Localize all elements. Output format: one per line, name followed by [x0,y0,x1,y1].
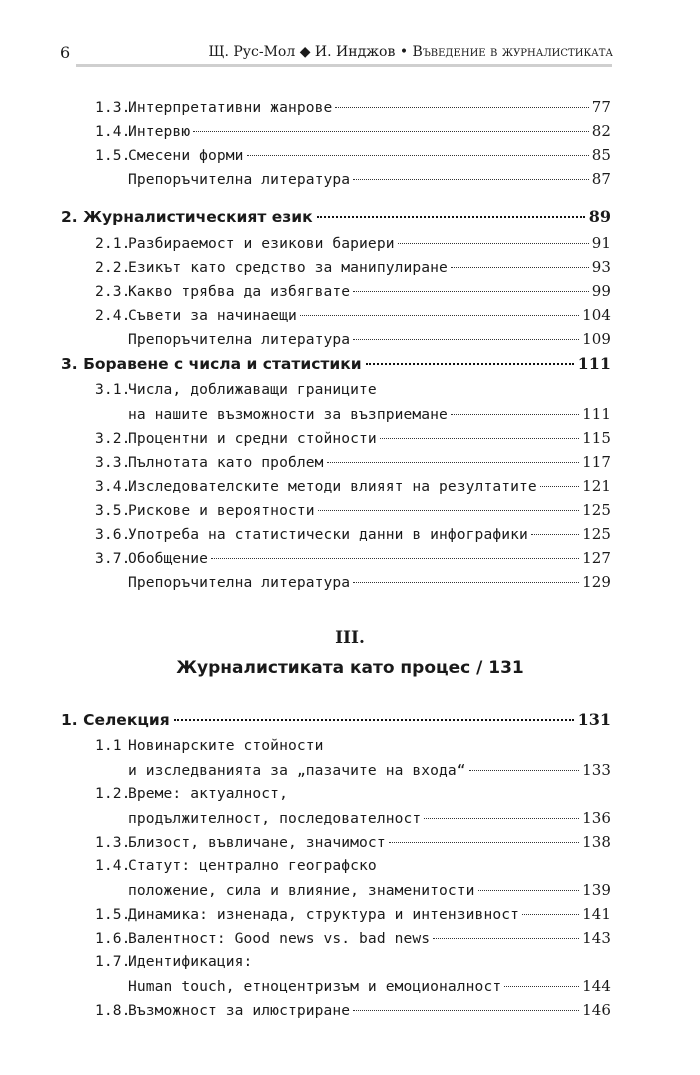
toc-entry-first-line[interactable] [95,953,252,977]
toc-entry-title: Динамика: изненада, структура и интензивност [128,906,519,923]
toc-entry-page: 99 [591,282,611,300]
leader-dots [366,363,574,365]
toc-entry-title: Рискове и вероятности [128,502,315,519]
toc-entry-title: Препоръчителна литература [128,171,351,188]
toc-entry-bibliography[interactable] [128,573,611,597]
toc-entry-title-line1: Идентификация: [128,953,253,970]
leader-dots [380,438,579,439]
toc-entry-number: 1.8. [95,1002,131,1019]
toc-entry-page: 143 [582,929,611,947]
toc-entry-first-line[interactable] [95,737,324,761]
toc-entry[interactable] [95,258,611,282]
leader-dots [433,938,579,939]
toc-entry-page: 133 [582,761,611,779]
toc-entry-number: 2.3. [95,283,131,300]
leader-dots [424,818,579,819]
toc-entry-number: 3.4. [95,478,131,495]
toc-entry-page: 139 [582,881,611,899]
leader-dots [327,462,580,463]
leader-dots [531,534,579,535]
toc-entry-page: 125 [582,525,611,543]
leader-dots [540,486,579,487]
toc-entry-title: Интерпретативни жанрове [128,99,333,116]
toc-entry-page: 115 [582,429,611,447]
toc-entry-title: Валентност: Good news vs. bad news [128,930,431,947]
toc-entry-title: Изследователските методи влияят на резултатите [128,478,537,495]
toc-entry-title-line1: Статут: централно географско [128,857,377,874]
toc-entry-title: Процентни и средни стойности [128,430,377,447]
leader-dots [247,155,589,156]
toc-entry[interactable] [95,477,611,501]
part-title[interactable]: Журналистиката като процес / 131 [176,658,524,678]
toc-entry-title: Интервю [128,123,191,140]
toc-entry-number: 1.5. [95,906,131,923]
toc-entry-page: 77 [591,98,611,116]
toc-entry-page: 136 [582,809,611,827]
toc-entry-number: 1.3. [95,99,131,116]
toc-entry-first-line[interactable] [95,785,288,809]
toc-entry-number: 1.5. [95,147,131,164]
toc-entry-first-line[interactable] [95,857,377,881]
toc-entry[interactable] [95,905,611,929]
toc-entry[interactable] [95,146,611,170]
toc-entry-number: 3.7. [95,550,131,567]
toc-entry[interactable] [95,306,611,330]
toc-entry-title: положение, сила и влияние, знаменитости [128,882,475,899]
toc-entry-title: на нашите възможности за възприемане [128,406,448,423]
toc-chapter-title: 2. Журналистическият език [61,208,313,226]
toc-chapter-1[interactable] [61,710,611,736]
leader-dots [353,179,589,180]
toc-entry[interactable] [95,429,611,453]
toc-entry-title: Обобщение [128,550,208,567]
toc-entry-title: Препоръчителна литература [128,574,351,591]
toc-chapter-title: 1. Селекция [61,711,170,729]
header-separator: • [399,44,409,60]
toc-chapter-page: 111 [577,354,611,373]
toc-entry-page: 117 [582,453,611,471]
toc-entry[interactable] [95,1001,611,1025]
toc-entry-number: 3.3. [95,454,131,471]
toc-entry-number: 3.5. [95,502,131,519]
toc-entry-number: 3.2. [95,430,131,447]
toc-entry-number: 1.2. [95,785,131,802]
toc-entry-title: Human touch, етноцентризъм и емоционалност [128,978,502,995]
toc-entry[interactable] [95,234,611,258]
leader-dots [451,414,579,415]
toc-entry[interactable] [95,549,611,573]
toc-entry-title: Какво трябва да избягвате [128,283,351,300]
leader-dots [469,770,579,771]
toc-entry-page: 144 [582,977,611,995]
toc-entry[interactable] [128,809,611,833]
toc-entry-page: 125 [582,501,611,519]
toc-entry-number: 2.1. [95,235,131,252]
toc-entry[interactable] [95,453,611,477]
toc-entry-number: 1.3. [95,834,131,851]
toc-entry[interactable] [95,122,611,146]
toc-entry-title: Възможност за илюстриране [128,1002,351,1019]
leader-dots [174,719,574,721]
toc-entry-page: 141 [582,905,611,923]
toc-chapter-title: 3. Боравене с числа и статистики [61,355,362,373]
toc-entry-title: Езикът като средство за манипулиране [128,259,448,276]
toc-entry-number: 1.4. [95,123,131,140]
toc-entry[interactable] [95,525,611,549]
toc-entry-title: Близост, въвличане, значимост [128,834,386,851]
toc-entry-page: 87 [591,170,611,188]
toc-entry[interactable] [95,833,611,857]
toc-entry-number: 1.1 [95,737,122,754]
toc-entry-first-line[interactable] [95,381,377,405]
leader-dots [193,131,588,132]
toc-entry-number: 1.4. [95,857,131,874]
toc-entry-page: 93 [591,258,611,276]
header-book-title: Въведение в журналистиката [412,44,613,60]
toc-entry-page: 138 [582,833,611,851]
toc-entry-title-line1: Числа, доближаващи границите [128,381,377,398]
leader-dots [318,510,579,511]
toc-entry-page: 91 [591,234,611,252]
page-number: 6 [60,43,71,62]
toc-chapter-3[interactable] [61,354,611,380]
toc-entry-title-line1: Време: актуалност, [128,785,288,802]
toc-entry[interactable] [95,98,611,122]
toc-entry-page: 129 [582,573,611,591]
leader-dots [398,243,589,244]
toc-entry[interactable] [128,405,611,429]
leader-dots [522,914,579,915]
leader-dots [211,558,579,559]
toc-entry[interactable] [95,501,611,525]
toc-entry-title: Употреба на статистически данни в инфографики [128,526,528,543]
toc-entry-number: 1.6. [95,930,131,947]
toc-entry-title: Съвети за начинаещи [128,307,297,324]
leader-dots [317,216,585,218]
toc-entry-title: Пълнотата като проблем [128,454,324,471]
leader-dots [353,1010,579,1011]
toc-entry[interactable] [128,977,611,1001]
leader-dots [300,315,579,316]
toc-entry-title-line1: Новинарските стойности [128,737,324,754]
toc-entry[interactable] [95,282,611,306]
toc-entry-page: 109 [582,330,611,348]
toc-entry-title: Смесени форми [128,147,244,164]
toc-entry-number: 1.7. [95,953,131,970]
leader-dots [353,582,579,583]
toc-entry[interactable] [95,929,611,953]
toc-entry-page: 111 [582,405,611,423]
toc-entry-page: 146 [582,1001,611,1019]
leader-dots [451,267,589,268]
toc-chapter-page: 131 [577,710,611,729]
toc-entry-number: 3.1. [95,381,131,398]
toc-entry-title: Разбираемост и езикови бариери [128,235,395,252]
toc-entry-bibliography[interactable] [128,330,611,354]
toc-entry-page: 82 [591,122,611,140]
leader-dots [478,890,580,891]
toc-chapter-page: 89 [588,207,611,226]
toc-entry-title: продължителност, последователност [128,810,422,827]
leader-dots [353,339,579,340]
toc-entry-title: и изследванията за „пазачите на входа“ [128,762,466,779]
header-authors: Щ. Рус-Мол ◆ И. Инджов [208,44,396,60]
toc-entry-bibliography[interactable] [128,170,611,194]
toc-entry-page: 121 [582,477,611,495]
toc-entry[interactable] [128,761,611,785]
leader-dots [335,107,588,108]
toc-entry-page: 104 [582,306,611,324]
toc-entry-number: 2.4. [95,307,131,324]
toc-entry-number: 2.2. [95,259,131,276]
toc-entry-page: 127 [582,549,611,567]
toc-entry-number: 3.6. [95,526,131,543]
toc-entry[interactable] [128,881,611,905]
toc-chapter-2[interactable] [61,207,611,233]
toc-entry-title: Препоръчителна литература [128,331,351,348]
leader-dots [504,986,579,987]
part-number: III. [335,628,365,648]
leader-dots [389,842,579,843]
toc-entry-page: 85 [591,146,611,164]
leader-dots [353,291,589,292]
